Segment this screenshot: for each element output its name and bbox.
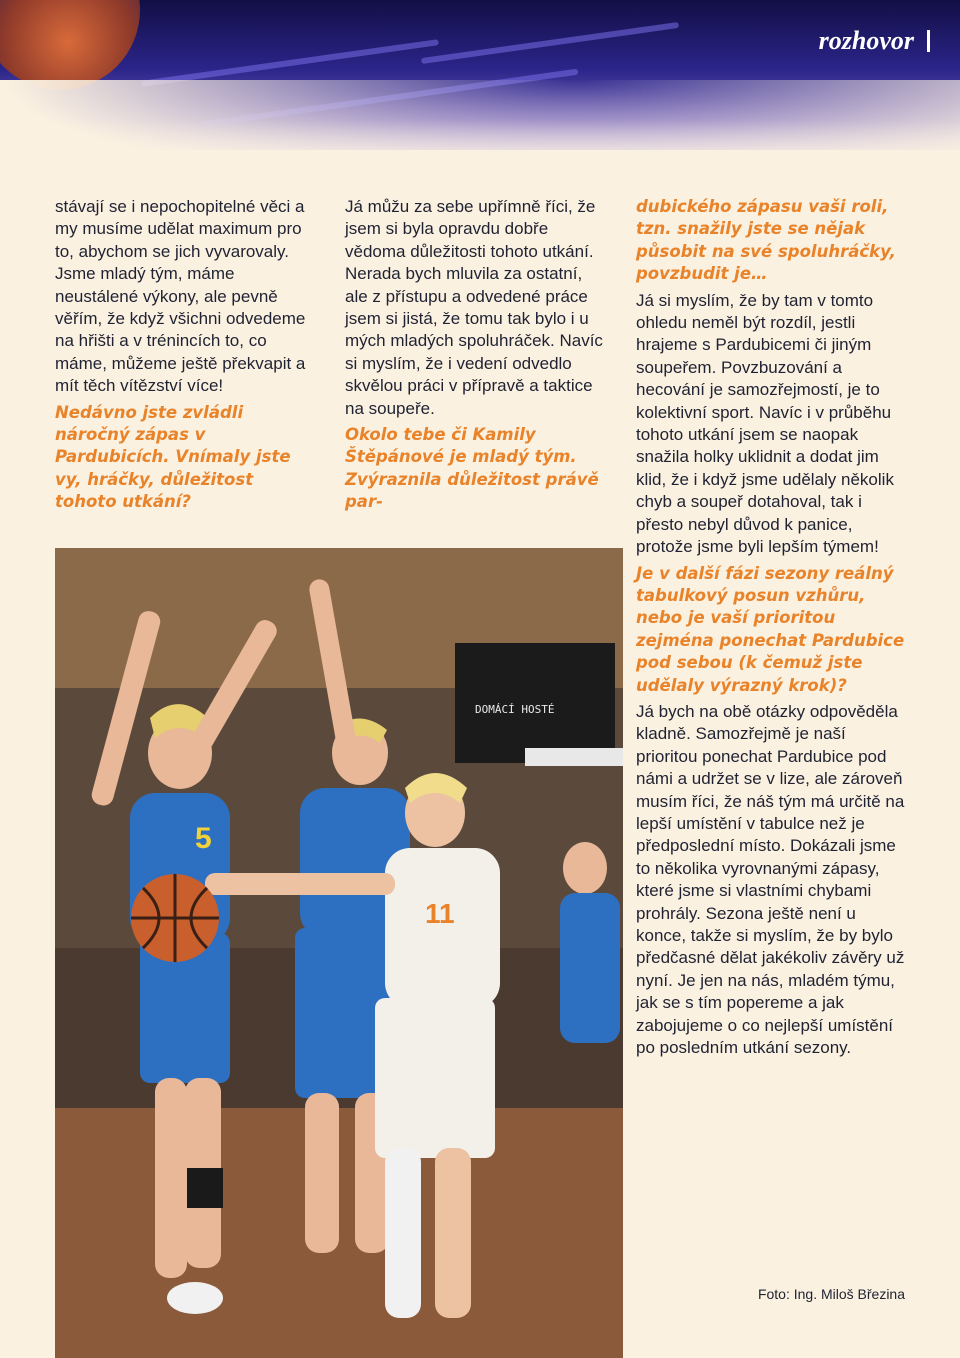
jersey-number: 5 — [195, 822, 212, 855]
paragraph: Já můžu za sebe upřímně říci, že jsem si byla opravdu dobře vědoma důležitosti tohoto utkání. Nerada bych mluvila za ostatní, ale z přístupu a odvedené práce jsem si jistá, že tomu tak bylo i u mých mladých spoluhráček. Navíc si myslím, že i vedení odvedlo skvělou práci v přípravě a taktice na soupeře. — [345, 197, 603, 418]
basketball-photo — [55, 548, 623, 1358]
paragraph: stávají se i nepochopitelné věci a my musíme udělat maximum pro to, abychom se jich vyvarovaly. Jsme mladý tým, máme neustálené výkony, ale pevně věřím, že když všichni odvedeme na hřišti a v trénincích to, co máme, můžeme ještě překvapit a mít těch vítězství více! — [55, 197, 306, 396]
photo-illustration — [55, 548, 623, 1358]
paragraph: Já bych na obě otázky odpověděla kladně. Samozřejmě je naší prioritou ponechat Pardubice pod námi a udržet se v lize, ale zároveň musím říci, že náš tým má určitě na lepší umístění v tabulce než je předposlední místo. Dokázali jsme to několika vyrovnanými zápasy, které jsme si vlastními chybami prohrály. Sezona ještě není u konce, takže si myslím, že by bylo předčasné dělat jakékoliv závěry už nyní. Je jen na nás, mladém týmu, jak se s tím popereme a jak zabojujeme o co nejlepší umístění po posledním utkání sezony. — [636, 701, 905, 1058]
light-streak — [201, 69, 578, 128]
section-label: rozhovor — [818, 26, 914, 55]
light-streak — [141, 39, 439, 87]
interview-question: dubického zápasu vaši roli, tzn. snažily jste se nějak působit na své spoluhráčky, povzbudit je… — [636, 197, 896, 284]
basketball-icon — [0, 0, 140, 90]
interview-question: Nedávno jste zvládli náročný zápas v Pardubicích. Vnímaly jste vy, hráčky, důležitost tohoto utkání? — [55, 402, 291, 512]
jersey-number: 11 — [425, 898, 455, 929]
paragraph: Já si myslím, že by tam v tomto ohledu neměl být rozdíl, jestli hrajeme s Pardubicemi či jiným soupeřem. Povzbuzování a hecování je samozřejmostí, je to kolektivní sport. Navíc i v průběhu tohoto utkání jsem se naopak snažila holky uklidnit a dodat jim klid, že i když jsme udělaly několik chyb a soupeř dotahoval, tak i přesto nebyl důvod k panice, protože jsme byli lepším týmem! — [636, 290, 894, 557]
scoreboard-label: DOMÁCÍ HOSTÉ — [475, 703, 555, 716]
article-column-1 — [55, 196, 317, 518]
article-column-3 — [636, 196, 906, 1063]
article-column-2 — [345, 196, 603, 518]
interview-question: Je v další fázi sezony reálný tabulkový posun vzhůru, nebo je vaší prioritou zejména ponechat Pardubice pod sebou (k čemuž jste udělaly výrazný krok)? — [636, 563, 905, 695]
section-divider — [927, 30, 930, 52]
photo-credit: Foto: Ing. Miloš Březina — [757, 1286, 905, 1302]
interview-question: Okolo tebe či Kamily Štěpánové je mladý tým. Zvýraznila důležitost právě par- — [345, 425, 599, 512]
light-streak — [421, 22, 679, 64]
header-banner — [0, 0, 960, 150]
